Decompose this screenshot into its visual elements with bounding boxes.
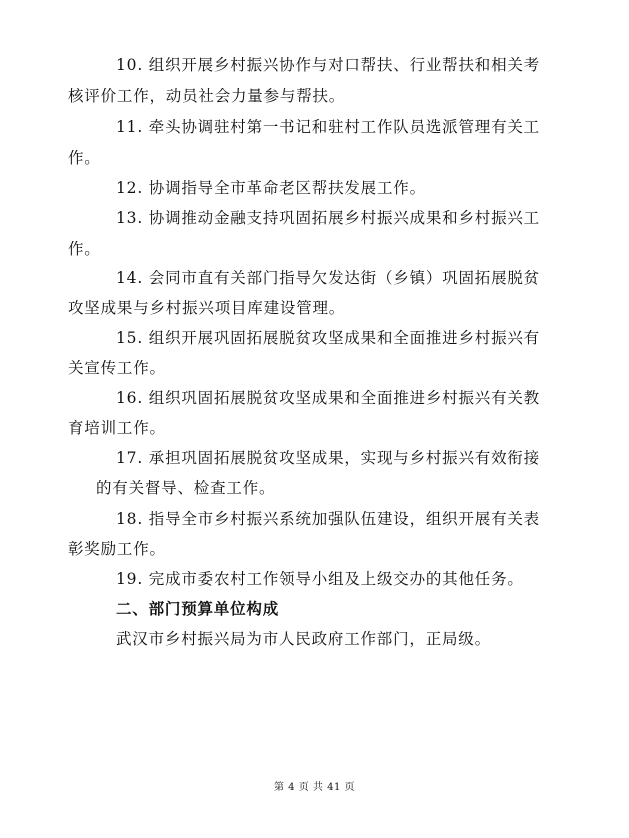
item-16-line-1: 16. 组织巩固拓展脱贫攻坚成果和全面推进乡村振兴有关教	[116, 389, 540, 407]
item-16-line-2: 育培训工作。	[68, 419, 166, 437]
page-number-footer: 第 4 页 共 41 页	[274, 782, 355, 793]
item-13-line-1: 13. 协调推动金融支持巩固拓展乡村振兴成果和乡村振兴工	[116, 209, 540, 227]
item-17-line-1: 17. 承担巩固拓展脱贫攻坚成果，实现与乡村振兴有效衔接	[116, 449, 540, 467]
item-13-line-2: 作。	[68, 240, 101, 258]
item-18-line-1: 18. 指导全市乡村振兴系统加强队伍建设，组织开展有关表	[116, 510, 540, 528]
item-12-line-1: 12. 协调指导全市革命老区帮扶发展工作。	[116, 179, 426, 197]
item-10-line-1: 10. 组织开展乡村振兴协作与对口帮扶、行业帮扶和相关考	[116, 56, 540, 74]
item-14-line-2: 攻坚成果与乡村振兴项目库建设管理。	[68, 299, 346, 317]
item-11-line-1: 11. 牵头协调驻村第一书记和驻村工作队员选派管理有关工	[116, 118, 540, 136]
item-14-line-1: 14. 会同市直有关部门指导欠发达街（乡镇）巩固拓展脱贫	[116, 269, 540, 287]
item-11-line-2: 作。	[68, 149, 101, 167]
item-15-line-1: 15. 组织开展巩固拓展脱贫攻坚成果和全面推进乡村振兴有	[116, 329, 540, 347]
section-body: 武汉市乡村振兴局为市人民政府工作部门，正局级。	[116, 630, 491, 648]
section-heading: 二、部门预算单位构成	[116, 599, 280, 618]
item-15-line-2: 关宣传工作。	[68, 359, 166, 377]
item-10-line-2: 核评价工作，动员社会力量参与帮扶。	[68, 87, 346, 105]
item-19-line-1: 19. 完成市委农村工作领导小组及上级交办的其他任务。	[116, 570, 524, 588]
item-17-line-2: 的有关督导、检查工作。	[96, 479, 276, 497]
item-18-line-2: 彰奖励工作。	[68, 540, 166, 558]
